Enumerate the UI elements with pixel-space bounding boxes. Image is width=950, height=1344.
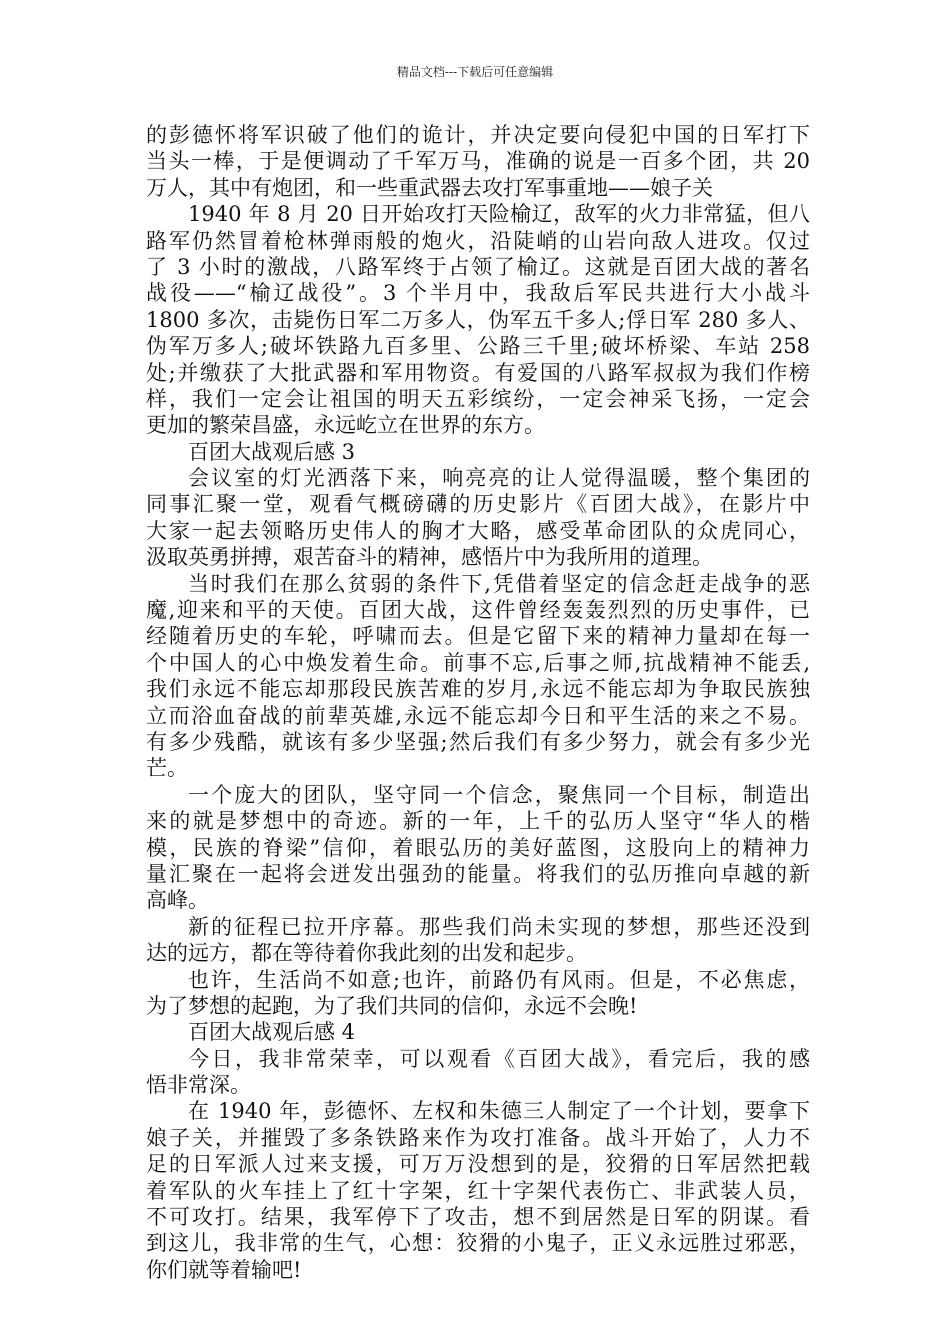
text-line: 不可攻打。结果，我军停下了攻击，想不到居然是日军的阴谋。看 (146, 1205, 810, 1230)
text-line: 到这儿，我非常的生气，心想：狡猾的小鬼子，正义永远胜过邪恶， (146, 1231, 810, 1256)
text-line: 立而浴血奋战的前辈英雄,永远不能忘却今日和平生活的来之不易。 (146, 703, 810, 728)
text-line: 一个庞大的团队，坚守同一个信念，聚焦同一个目标，制造出 (188, 782, 810, 807)
text-line: 的彭德怀将军识破了他们的诡计，并决定要向侵犯中国的日军打下 (146, 123, 810, 147)
page-header: 精品文档---下载后可任意编辑 (396, 65, 554, 79)
text-line: 伪军万多人;破坏铁路九百多里、公路三千里;破坏桥梁、车站 258 (146, 334, 810, 359)
text-line: 高峰。 (146, 888, 209, 913)
text-line: 为了梦想的起跑，为了我们共同的信仰，永远不会晚! (146, 993, 638, 1018)
text-line: 同事汇聚一堂，观看气概磅礴的历史影片《百团大战》，在影片中 (146, 492, 810, 517)
text-line: 也许，生活尚不如意;也许，前路仍有风雨。但是，不必焦虑， (188, 967, 810, 992)
text-line: 路军仍然冒着枪林弹雨般的炮火，沿陡峭的山岩向敌人进攻。仅过 (146, 228, 810, 253)
text-line: 在 1940 年，彭德怀、左权和朱德三人制定了一个计划，要拿下 (188, 1099, 810, 1124)
text-line: 模，民族的脊梁”信仰，着眼弘历的美好蓝图，这股向上的精神力 (146, 835, 810, 860)
text-line: 了 3 小时的激战，八路军终于占领了榆辽。这就是百团大战的著名 (146, 254, 810, 279)
text-line: 悟非常深。 (146, 1073, 251, 1098)
text-line: 娘子关，并摧毁了多条铁路来作为攻打准备。战斗开始了，人力不 (146, 1125, 810, 1150)
document-body (146, 122, 810, 1283)
text-line: 经随着历史的车轮，呼啸而去。但是它留下来的精神力量却在每一 (146, 624, 810, 649)
text-line: 大家一起去领略历史伟人的胸才大略，感受革命团队的众虎同心， (146, 518, 810, 543)
text-line: 万人，其中有炮团，和一些重武器去攻打军事重地——娘子关 (146, 175, 713, 200)
text-line: 会议室的灯光洒落下来，响亮亮的让人觉得温暖，整个集团的 (188, 466, 810, 491)
text-line: 着军队的火车挂上了红十字架，红十字架代表伤亡、非武装人员， (146, 1178, 810, 1203)
text-line: 1940 年 8 月 20 日开始攻打天险榆辽，敌军的火力非常猛，但八 (188, 202, 810, 227)
text-line: 量汇聚在一起将会迸发出强劲的能量。将我们的弘历推向卓越的新 (146, 861, 810, 886)
text-line: 当时我们在那么贫弱的条件下,凭借着坚定的信念赶走战争的恶 (188, 571, 810, 596)
text-line: 汲取英勇拼搏，艰苦奋斗的精神，感悟片中为我所用的道理。 (146, 545, 713, 570)
text-line: 来的就是梦想中的奇迹。新的一年，上千的弘历人坚守“华人的楷 (146, 809, 810, 834)
text-line: 样，我们一定会让祖国的明天五彩缤纷，一定会神采飞扬，一定会 (146, 386, 810, 411)
text-line: 战役——“榆辽战役”。3 个半月中，我敌后军民共进行大小战斗 (146, 281, 810, 306)
text-line: 当头一棒，于是便调动了千军万马，准确的说是一百多个团，共 20 (146, 149, 810, 174)
text-line: 个中国人的心中焕发着生命。前事不忘,后事之师,抗战精神不能丢, (146, 650, 810, 675)
text-line: 今日，我非常荣幸，可以观看《百团大战》，看完后，我的感 (188, 1046, 810, 1071)
text-line: 处;并缴获了大批武器和军用物资。有爱国的八路军叔叔为我们作榜 (146, 360, 810, 385)
text-line: 你们就等着输吧! (146, 1257, 302, 1282)
text-line: 芒。 (146, 756, 188, 781)
text-line: 新的征程已拉开序幕。那些我们尚未实现的梦想，那些还没到 (188, 914, 810, 939)
text-line: 达的远方，都在等待着你我此刻的出发和起步。 (146, 941, 587, 966)
text-line: 我们永远不能忘却那段民族苦难的岁月,永远不能忘却为争取民族独 (146, 677, 810, 702)
text-line: 1800 多次，击毙伤日军二万多人，伪军五千多人;俘日军 280 多人、 (146, 307, 810, 332)
text-line: 有多少残酷，就该有多少坚强;然后我们有多少努力，就会有多少光 (146, 729, 810, 754)
text-line: 更加的繁荣昌盛，永远屹立在世界的东方。 (146, 413, 545, 438)
text-line: 足的日军派人过来支援，可万万没想到的是，狡猾的日军居然把载 (146, 1152, 810, 1177)
text-line: 魔,迎来和平的天使。百团大战，这件曾经轰轰烈烈的历史事件，已 (146, 598, 810, 623)
section-heading: 百团大战观后感 3 (188, 439, 356, 464)
section-heading: 百团大战观后感 4 (188, 1020, 356, 1045)
